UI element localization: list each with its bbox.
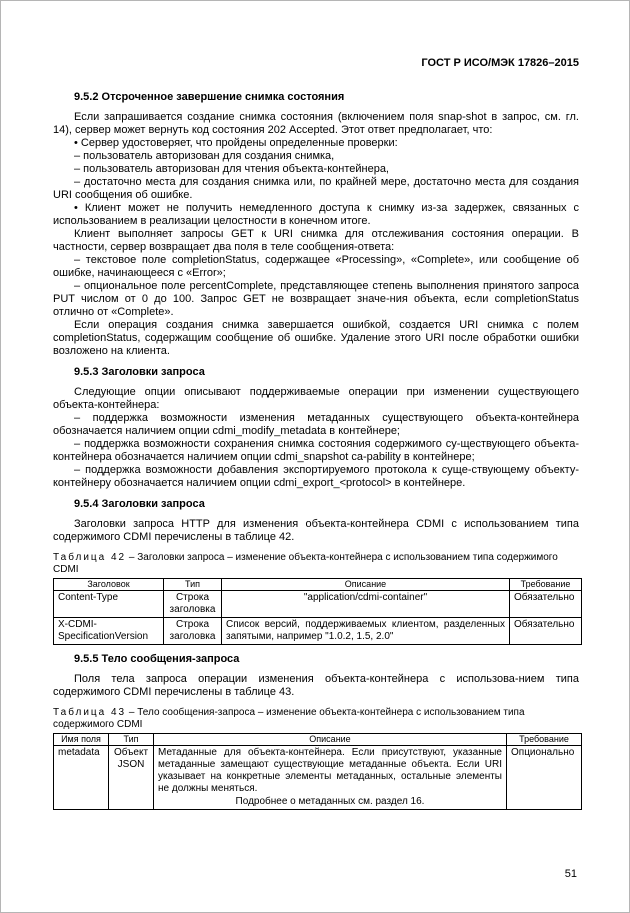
table-42-header-row	[54, 579, 582, 591]
table-43-col-header: Тип	[109, 734, 154, 746]
table-43-col-header: Описание	[154, 734, 507, 746]
dash-item: – достаточно места для создания снимка или, по крайней мере, достаточно места для создания URI сообщения об ошибке.	[53, 176, 579, 201]
table-row	[54, 618, 582, 645]
dash-item: – опциональное поле percentComplete, представляющее степень выполнения принятого запроса PUT числом от 0 до 100. Запрос GET не возвращает значе-ния объекта, если completionStatus отлично от «Complete».	[53, 280, 579, 318]
paragraph: Если операция создания снимка завершается ошибкой, создается URI снимка с полем completionStatus, содержащим сообщение об ошибке. Удаление этого URI после обработки ошибки возложено на клиента.	[53, 319, 579, 357]
table-42-caption-text: – Заголовки запроса – изменение объекта-контейнера с использованием типа содержимого CDMI	[53, 552, 558, 575]
table-43-col-header: Имя поля	[54, 734, 109, 746]
paragraph: Поля тела запроса операции изменения объекта-контейнера с использова-нием типа содержимого CDMI перечислены в таблице 43.	[53, 673, 579, 698]
paragraph: Следующие опции описывают поддерживаемые операции при изменении существующего объекта-контейнера:	[53, 386, 579, 411]
table-42-caption-label: Таблица 42	[53, 552, 127, 563]
paragraph: Если запрашивается создание снимка состояния (включением поля snap-shot в запрос, см. гл. 14), сервер может вернуть код состояния 202 Accepted. Этот ответ предполагает, что:	[53, 111, 579, 136]
table-row	[54, 746, 582, 810]
section-9-5-2-heading: 9.5.2 Отсроченное завершение снимка состояния	[74, 91, 345, 103]
table-43-caption-label: Таблица 43	[53, 707, 127, 718]
description-note: Подробнее о метаданных см. раздел 16.	[235, 796, 425, 807]
table-cell-description	[154, 746, 507, 810]
page-number: 51	[564, 868, 577, 880]
table-cell-type: Объект JSON	[109, 746, 154, 810]
description-text: Метаданные для объекта-контейнера. Если присутствуют, указанные метаданные замещают существующие метаданные объекта. Если URI указывает на конкретные элементы метаданных, остальные элементы не должны меняться.	[158, 747, 502, 794]
table-cell-type: Строка заголовка	[164, 591, 222, 618]
table-42-col-header: Требование	[510, 579, 582, 591]
table-cell-description: Список версий, поддерживаемых клиентом, разделенных запятыми, например "1.0.2, 1.5, 2.0"	[222, 618, 510, 645]
table-cell-requirement: Обязательно	[510, 618, 582, 645]
dash-item: – пользователь авторизован для чтения объекта-контейнера,	[74, 163, 389, 175]
table-43	[53, 733, 582, 810]
table-cell-requirement: Обязательно	[510, 591, 582, 618]
dash-item: – поддержка возможности добавления экспортируемого протокола к суще-ствующему объекту-контейнеру обозначается наличием опции cdmi_export_<protocol> в контейнере.	[53, 464, 579, 489]
table-cell-requirement: Опционально	[507, 746, 582, 810]
paragraph: Клиент выполняет запросы GET к URI снимка для отслеживания состояния операции. В частности, сервер возвращает два поля в теле сообщения-ответа:	[53, 228, 579, 253]
dash-item: – пользователь авторизован для создания снимка,	[74, 150, 335, 162]
section-9-5-5-heading: 9.5.5 Тело сообщения-запроса	[74, 653, 240, 665]
table-42-caption	[53, 552, 579, 576]
table-cell-type: Строка заголовка	[164, 618, 222, 645]
table-cell-description: "application/cdmi-container"	[222, 591, 510, 618]
table-cell-header-name: X-CDMI-SpecificationVersion	[54, 618, 164, 645]
table-42-col-header: Заголовок	[54, 579, 164, 591]
document-standard-number: ГОСТ Р ИСО/МЭК 17826–2015	[421, 57, 579, 69]
table-43-col-header: Требование	[507, 734, 582, 746]
table-43-header-row	[54, 734, 582, 746]
bullet-item: • Сервер удостоверяет, что пройдены определенные проверки:	[74, 137, 398, 149]
table-cell-header-name: Content-Type	[54, 591, 164, 618]
table-42-col-header: Описание	[222, 579, 510, 591]
table-43-caption	[53, 707, 579, 731]
dash-item: – поддержка возможности изменения метаданных существующего объекта-контейнера обозначается наличием опции cdmi_modify_metadata в контейнере;	[53, 412, 579, 437]
section-9-5-3-heading: 9.5.3 Заголовки запроса	[74, 366, 205, 378]
section-9-5-4-heading: 9.5.4 Заголовки запроса	[74, 498, 205, 510]
table-43-caption-text: – Тело сообщения-запроса – изменение объекта-контейнера с использованием типа содержимого CDMI	[53, 707, 525, 730]
table-42-col-header: Тип	[164, 579, 222, 591]
table-42	[53, 578, 582, 645]
table-row	[54, 591, 582, 618]
bullet-item: • Клиент может не получить немедленного доступа к снимку из-за задержек, связанных с использованием в реализации целостности в конечном итоге.	[53, 202, 579, 227]
table-cell-field-name: metadata	[54, 746, 109, 810]
dash-item: – поддержка возможности сохранения снимка состояния содержимого су-ществующего объекта-контейнера обозначается наличием опции cdmi_snapshot ca-pability в контейнере;	[53, 438, 579, 463]
dash-item: – текстовое поле completionStatus, содержащее «Processing», «Complete», или сообщение об ошибке, начинающееся с «Error»;	[53, 254, 579, 279]
paragraph: Заголовки запроса HTTP для изменения объекта-контейнера CDMI с использованием типа содержимого CDMI перечислены в таблице 42.	[53, 518, 579, 543]
